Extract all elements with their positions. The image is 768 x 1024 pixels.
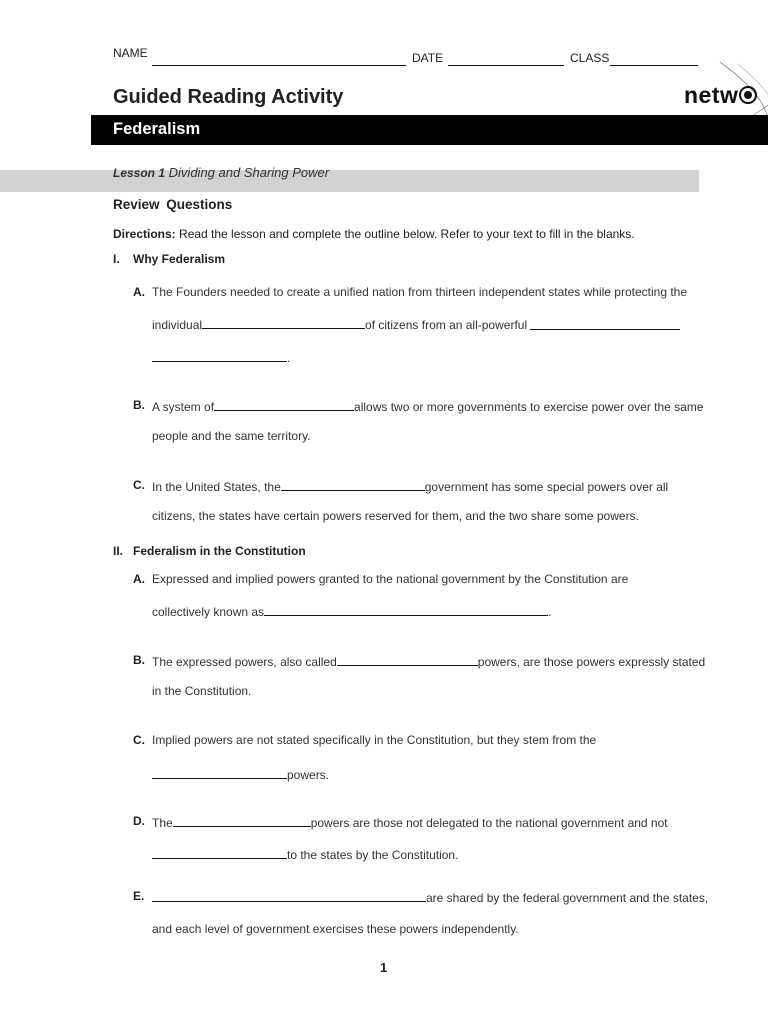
class-label: CLASS bbox=[570, 51, 610, 65]
blank-line[interactable] bbox=[173, 814, 311, 827]
date-label: DATE bbox=[412, 51, 444, 65]
item-line bbox=[152, 766, 329, 782]
lesson-bar bbox=[0, 170, 699, 192]
blank-line[interactable] bbox=[214, 398, 354, 411]
blank-line[interactable] bbox=[152, 889, 426, 902]
item-line bbox=[152, 846, 458, 862]
section-1-title: Why Federalism bbox=[133, 252, 226, 266]
blank-line[interactable] bbox=[264, 603, 548, 616]
section-1-numeral: I. bbox=[113, 252, 120, 266]
item-text: in the Constitution. bbox=[152, 684, 252, 698]
item-letter: D. bbox=[133, 814, 145, 828]
item-text: government has some special powers over all bbox=[424, 480, 669, 494]
item-text: The Founders needed to create a unified nation from thirteen independent states while protecting the bbox=[152, 285, 688, 299]
lesson-label: Lesson 1 bbox=[113, 166, 166, 180]
item-letter: A. bbox=[133, 285, 145, 299]
lesson-heading bbox=[113, 165, 329, 180]
blank-line[interactable] bbox=[337, 653, 478, 666]
blank-line[interactable] bbox=[152, 349, 287, 362]
item-letter: C. bbox=[133, 478, 145, 492]
page-number: 1 bbox=[380, 960, 388, 975]
item-line bbox=[152, 889, 708, 905]
review-heading: Review Questions bbox=[113, 197, 233, 212]
page-title: Guided Reading Activity bbox=[113, 86, 344, 108]
blank-line[interactable] bbox=[152, 766, 287, 779]
item-text: The expressed powers, also called bbox=[152, 655, 337, 669]
item-line bbox=[152, 478, 668, 494]
item-line bbox=[152, 398, 704, 414]
directions-label: Directions: bbox=[113, 227, 176, 241]
item-text: powers, are those powers expressly stated bbox=[477, 655, 706, 669]
item-text: and each level of government exercises these powers independently. bbox=[152, 922, 519, 936]
item-letter: B. bbox=[133, 653, 145, 667]
class-field[interactable] bbox=[610, 53, 698, 66]
blank-line[interactable] bbox=[530, 318, 680, 330]
blank-line[interactable] bbox=[152, 846, 287, 859]
item-text: citizens, the states have certain powers reserved for them, and the two share some powers. bbox=[152, 509, 639, 523]
item-text: collectively known as bbox=[152, 605, 265, 619]
item-letter: E. bbox=[133, 889, 145, 903]
item-letter: B. bbox=[133, 398, 145, 412]
name-field[interactable] bbox=[152, 53, 406, 66]
logo-text: netw bbox=[684, 82, 739, 108]
item-text: to the states by the Constitution. bbox=[287, 848, 459, 862]
blank-line[interactable] bbox=[202, 316, 365, 329]
item-text: of citizens from an all-powerful bbox=[365, 318, 528, 332]
item-text: A system of bbox=[152, 400, 215, 414]
item-letter: A. bbox=[133, 572, 145, 586]
date-field[interactable] bbox=[448, 53, 564, 66]
directions-text: Read the lesson and complete the outline below. Refer to your text to fill in the blanks. bbox=[175, 227, 635, 241]
item-text: individual bbox=[152, 318, 203, 332]
item-text: allows two or more governments to exercise power over the same bbox=[354, 400, 704, 414]
item-text: In the United States, the bbox=[152, 480, 281, 494]
item-letter: C. bbox=[133, 733, 145, 747]
directions bbox=[113, 227, 635, 241]
item-text: The bbox=[152, 816, 173, 830]
item-text: are shared by the federal government and the states, bbox=[426, 891, 709, 905]
item-text: powers. bbox=[287, 768, 330, 782]
blank-line[interactable] bbox=[281, 478, 425, 491]
item-line bbox=[152, 603, 551, 619]
item-line bbox=[152, 814, 668, 830]
section-2-title: Federalism in the Constitution bbox=[133, 544, 306, 558]
item-text: Implied powers are not stated specifically in the Constitution, but they stem from the bbox=[152, 733, 597, 747]
item-text: people and the same territory. bbox=[152, 429, 311, 443]
item-line bbox=[152, 349, 290, 365]
header-fields bbox=[113, 46, 148, 60]
chapter-title: Federalism bbox=[113, 120, 201, 138]
logo bbox=[684, 82, 757, 109]
name-label: NAME bbox=[113, 46, 148, 60]
item-text: . bbox=[287, 351, 291, 365]
logo-circle-icon bbox=[739, 86, 757, 104]
item-text: . bbox=[548, 605, 552, 619]
item-text: powers are those not delegated to the national government and not bbox=[310, 816, 668, 830]
item-text: Expressed and implied powers granted to the national government by the Constitution are bbox=[152, 572, 629, 586]
item-line bbox=[152, 316, 527, 332]
item-line bbox=[152, 653, 705, 669]
lesson-title: Dividing and Sharing Power bbox=[168, 165, 330, 180]
section-2-numeral: II. bbox=[113, 544, 124, 558]
